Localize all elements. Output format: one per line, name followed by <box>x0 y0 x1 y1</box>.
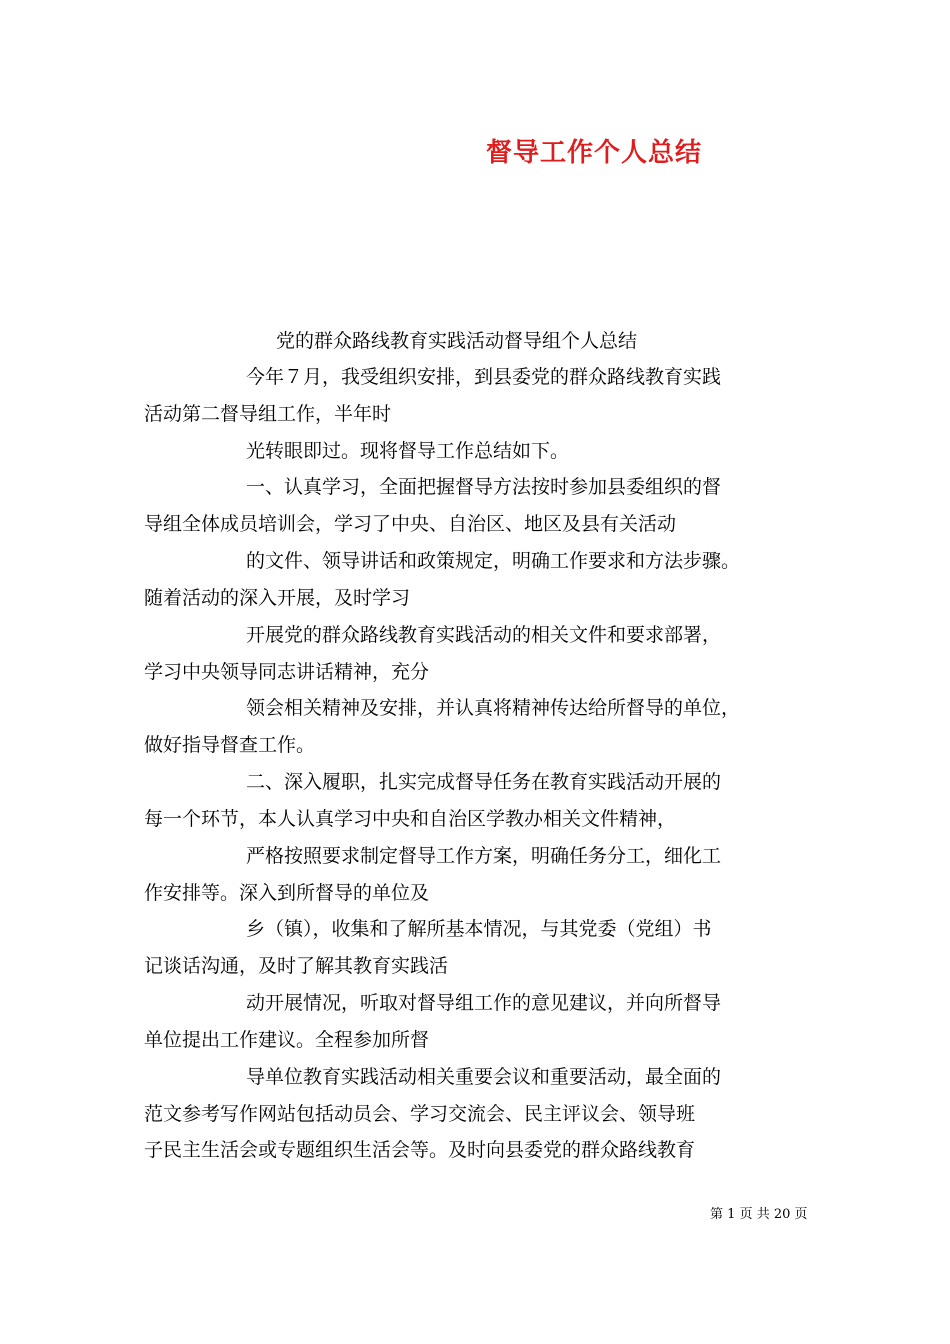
paragraph-line: 导单位教育实践活动相关重要会议和重要活动，最全面的 <box>246 1066 722 1088</box>
paragraph-line: 子民主生活会或专题组织生活会等。及时向县委党的群众路线教育 <box>144 1139 696 1161</box>
footer-page-prefix: 第 <box>710 1207 724 1222</box>
paragraph-line: 作安排等。深入到所督导的单位及 <box>144 882 430 904</box>
page-footer <box>710 1203 808 1222</box>
document-subtitle: 党的群众路线教育实践活动督导组个人总结 <box>276 330 638 352</box>
paragraph-line: 领会相关精神及安排，并认真将精神传达给所督导的单位， <box>246 697 741 719</box>
paragraph-line: 范文参考写作网站包括动员会、学习交流会、民主评议会、领导班 <box>144 1103 696 1125</box>
paragraph-line: 学习中央领导同志讲话精神，充分 <box>144 661 430 683</box>
footer-page-number: 1 <box>727 1207 736 1222</box>
footer-page-suffix: 页 <box>794 1207 808 1222</box>
paragraph-line: 的文件、领导讲话和政策规定，明确工作要求和方法步骤。 <box>246 550 741 572</box>
paragraph-line: 二、深入履职，扎实完成督导任务在教育实践活动开展的 <box>246 771 722 793</box>
paragraph-line: 开展党的群众路线教育实践活动的相关文件和要求部署， <box>246 624 722 646</box>
paragraph-line: 光转眼即过。现将督导工作总结如下。 <box>246 440 570 462</box>
paragraph-line: 今年７月，我受组织安排，到县委党的群众路线教育实践 <box>246 366 722 388</box>
paragraph-line: 动开展情况，听取对督导组工作的意见建议，并向所督导 <box>246 992 722 1014</box>
paragraph-line: 做好指导督查工作。 <box>144 734 316 756</box>
paragraph-line: 每一个环节，本人认真学习中央和自治区学教办相关文件精神， <box>144 808 677 830</box>
footer-total-pages: 20 <box>773 1207 791 1222</box>
paragraph-line: 严格按照要求制定督导工作方案，明确任务分工，细化工 <box>246 845 722 867</box>
paragraph-line: 随着活动的深入开展，及时学习 <box>144 587 411 609</box>
paragraph-line: 导组全体成员培训会，学习了中央、自治区、地区及县有关活动 <box>144 513 677 535</box>
paragraph-line: 乡（镇），收集和了解所基本情况，与其党委（党组）书 <box>246 918 712 940</box>
paragraph-line: 单位提出工作建议。全程参加所督 <box>144 1029 430 1051</box>
document-title: 督导工作个人总结 <box>486 138 703 168</box>
paragraph-line: 一、认真学习，全面把握督导方法按时参加县委组织的督 <box>246 476 722 498</box>
paragraph-line: 记谈话沟通，及时了解其教育实践活 <box>144 955 449 977</box>
footer-page-middle: 页 共 <box>739 1207 770 1222</box>
paragraph-line: 活动第二督导组工作，半年时 <box>144 403 392 425</box>
